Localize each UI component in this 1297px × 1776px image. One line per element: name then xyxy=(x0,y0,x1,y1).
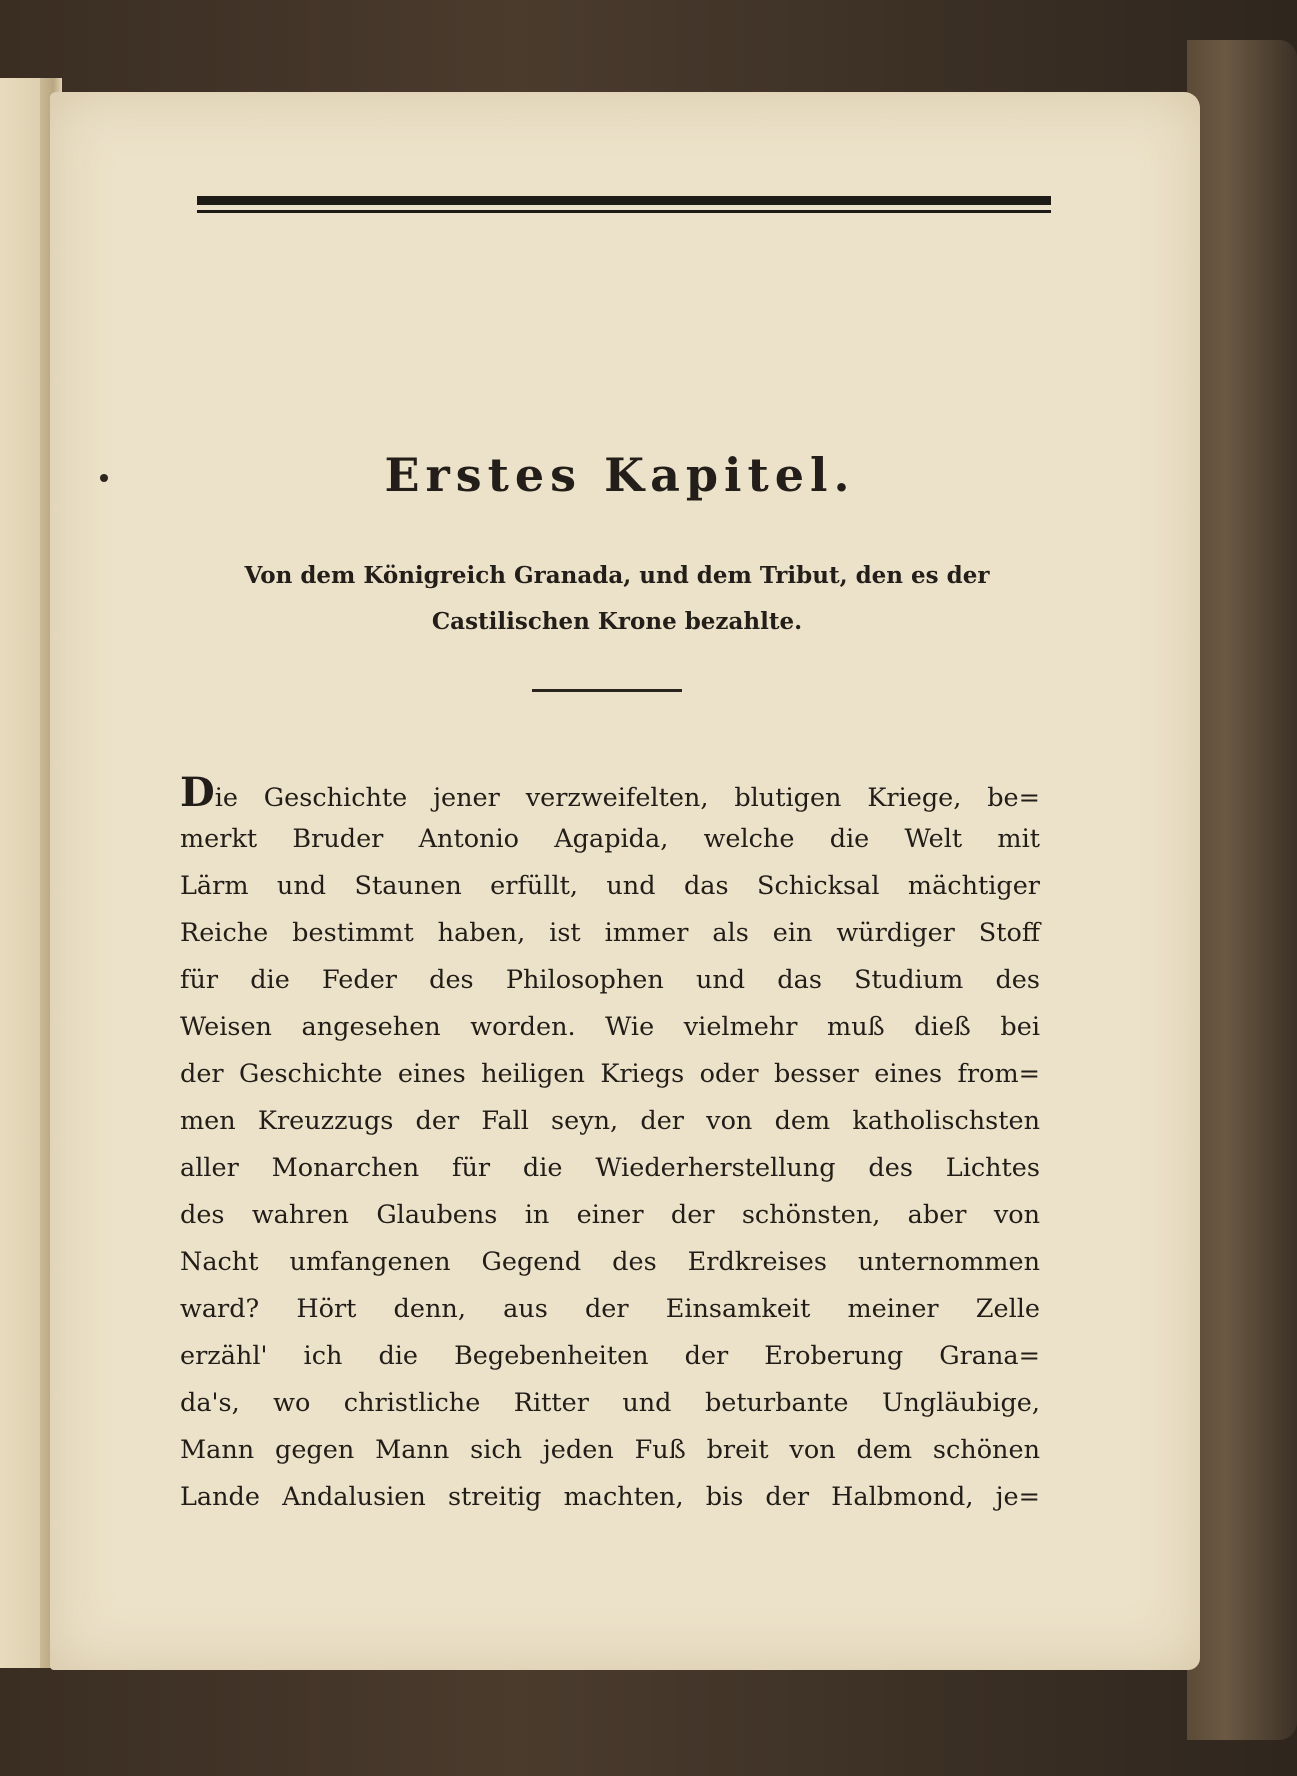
section-divider xyxy=(532,689,682,692)
body-line-16: Lande Andalusien streitig machten, bis der Halbmond, je= xyxy=(180,1482,1040,1512)
header-rule-thin xyxy=(197,210,1051,213)
body-line-2: merkt Bruder Antonio Agapida, welche die Welt mit xyxy=(180,824,1040,854)
body-line-4: Reiche bestimmt haben, ist immer als ein würdiger Stoff xyxy=(180,918,1040,948)
body-line-8: men Kreuzzugs der Fall seyn, der von dem katholischsten xyxy=(180,1106,1040,1136)
ink-spot xyxy=(100,474,108,482)
body-line-11: Nacht umfangenen Gegend des Erdkreises unternommen xyxy=(180,1247,1040,1277)
chapter-summary xyxy=(184,553,1050,645)
body-line-1-text: ie Geschichte jener verzweifelten, blutigen Kriege, be= xyxy=(214,783,1040,813)
body-line-3: Lärm und Staunen erfüllt, und das Schicksal mächtiger xyxy=(180,871,1040,901)
body-line-10: des wahren Glaubens in einer der schönsten, aber von xyxy=(180,1200,1040,1230)
body-line-7: der Geschichte eines heiligen Kriegs oder besser eines from= xyxy=(180,1059,1040,1089)
body-line-1 xyxy=(180,769,1040,816)
body-line-6: Weisen angesehen worden. Wie vielmehr muß dieß bei xyxy=(180,1012,1040,1042)
drop-cap: D xyxy=(180,769,215,816)
chapter-title: Erstes Kapitel. xyxy=(384,448,856,502)
body-text xyxy=(180,769,1040,1521)
body-line-14: da's, wo christliche Ritter und beturbante Ungläubige, xyxy=(180,1388,1040,1418)
body-line-15: Mann gegen Mann sich jeden Fuß breit von dem schönen xyxy=(180,1435,1040,1465)
book-cover-edge xyxy=(1187,40,1297,1740)
chapter-summary-line-2: Castilischen Krone bezahlte. xyxy=(431,608,803,635)
body-line-9: aller Monarchen für die Wiederherstellung des Lichtes xyxy=(180,1153,1040,1183)
body-line-12: ward? Hört denn, aus der Einsamkeit meiner Zelle xyxy=(180,1294,1040,1324)
chapter-summary-line-1: Von dem Königreich Granada, und dem Tribut, den es der xyxy=(244,562,990,589)
body-line-5: für die Feder des Philosophen und das Studium des xyxy=(180,965,1040,995)
body-line-13: erzähl' ich die Begebenheiten der Eroberung Grana= xyxy=(180,1341,1040,1371)
header-rule-thick xyxy=(197,196,1051,205)
